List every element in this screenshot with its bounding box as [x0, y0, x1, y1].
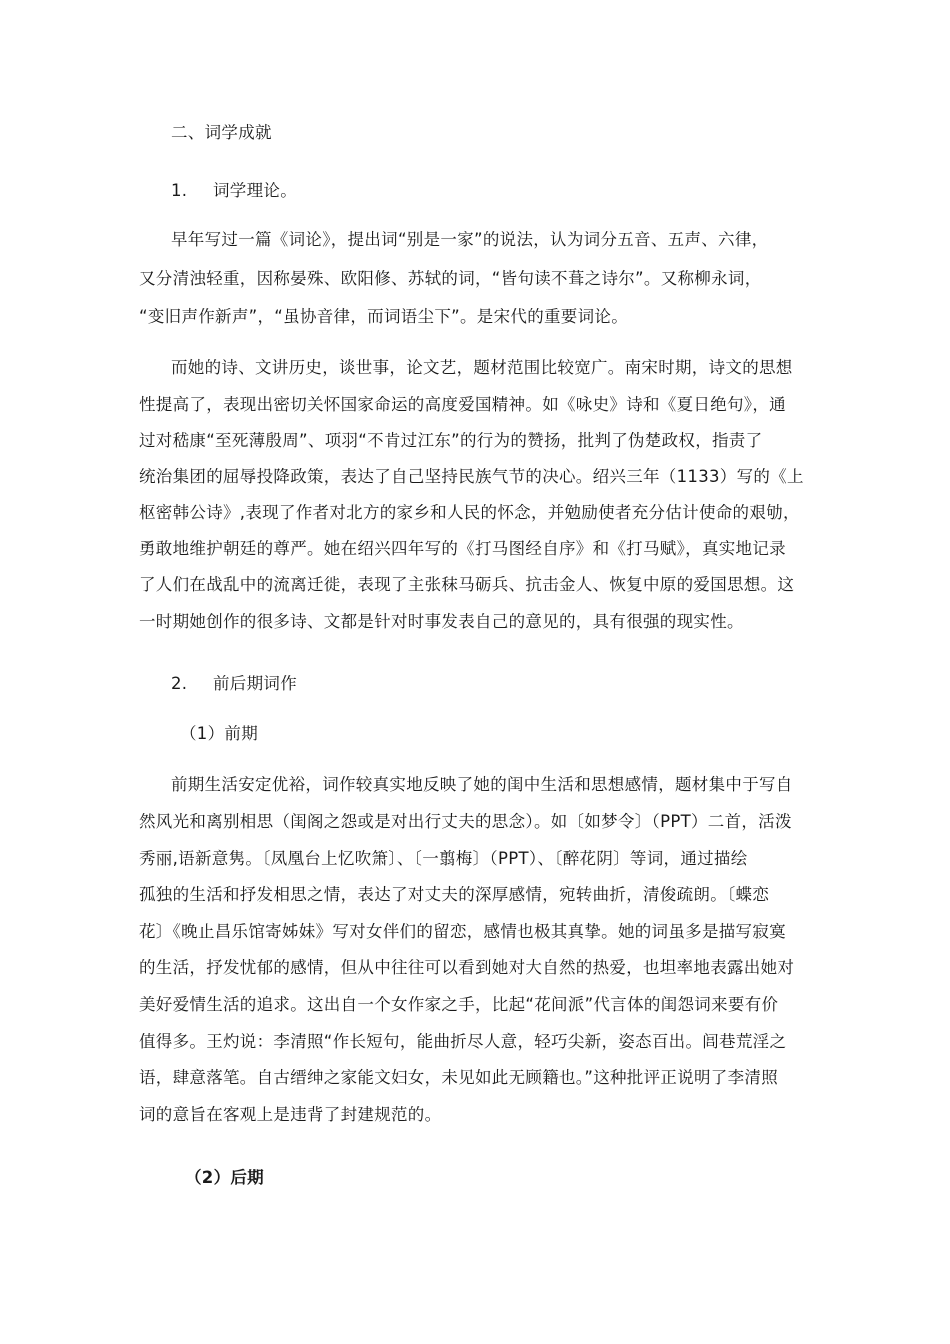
p2-line: 性提高了，表现出密切关怀国家命运的高度爱国精神。如《咏史》诗和《夏日绝句》，通: [139, 395, 786, 414]
p3-line: 秀丽,语新意隽。〔凤凰台上忆吹箫〕、〔一翦梅〕（PPT）、〔醉花阴〕等词，通过描绘: [139, 849, 748, 868]
p2-line: 一时期她创作的很多诗、文都是针对时事发表自己的意见的，具有很强的现实性。: [139, 612, 744, 631]
p1-line: 又分清浊轻重，因称晏殊、欧阳修、苏轼的词，“皆句读不葺之诗尔”。又称柳永词，: [139, 269, 762, 288]
p1-line: “变旧声作新声”，“虽协音律，而词语尘下”。是宋代的重要词论。: [139, 307, 628, 326]
p3-line: 美好爱情生活的追求。这出自一个女作家之手，比起“花间派”代言体的闺怨词来要有价: [139, 995, 779, 1014]
p3-line: 然风光和离别相思（闺阁之怨或是对出行丈夫的思念）。如〔如梦令〕（PPT）二首，活泼: [139, 812, 792, 831]
subheading-early-period: （1）前期: [180, 724, 258, 743]
heading-2-number: 2.: [171, 674, 188, 693]
heading-1: [171, 179, 297, 203]
p3-line: 孤独的生活和抒发相思之情，表达了对丈夫的深厚感情，宛转曲折，清俊疏朗。〔蝶恋: [139, 885, 770, 904]
p3-line: 语，肆意落笔。自古缙绅之家能文妇女，未见如此无顾籍也。”这种批评正说明了李清照: [139, 1068, 778, 1087]
p3-line: 前期生活安定优裕，词作较真实地反映了她的闺中生活和思想感情，题材集中于写自: [171, 775, 793, 794]
p1-line: 早年写过一篇《词论》，提出词“别是一家”的说法，认为词分五音、五声、六律，: [171, 230, 769, 249]
section-title: 二、词学成就: [171, 123, 272, 142]
heading-1-label: 词学理论。: [213, 181, 297, 200]
heading-2-label: 前后期词作: [213, 674, 297, 693]
p2-line: 统治集团的屈辱投降政策，表达了自己坚持民族气节的决心。绍兴三年（1133）写的《上: [139, 467, 804, 486]
p3-line: 词的意旨在客观上是违背了封建规范的。: [139, 1105, 442, 1124]
p2-line: 过对嵇康“至死薄殷周”、项羽“不肯过江东”的行为的赞扬，批判了伪楚政权，指责了: [139, 431, 763, 450]
p3-line: 值得多。王灼说：李清照“作长短句，能曲折尽人意，轻巧尖新，姿态百出。闾巷荒淫之: [139, 1032, 787, 1051]
p2-line: 了人们在战乱中的流离迁徙，表现了主张秣马砺兵、抗击金人、恢复中原的爱国思想。这: [139, 575, 795, 594]
subheading-late-period: （2）后期: [185, 1168, 264, 1187]
p2-line: 枢密韩公诗》,表现了作者对北方的家乡和人民的怀念，并勉励使者充分估计使命的艰劬，: [139, 503, 800, 522]
heading-1-number: 1.: [171, 181, 188, 200]
p3-line: 花〕《晚止昌乐馆寄姊妹》写对女伴们的留恋，感情也极其真挚。她的词虽多是描写寂寞: [139, 922, 786, 941]
p3-line: 的生活，抒发忧郁的感情，但从中往往可以看到她对大自然的热爱，也坦率地表露出她对: [139, 958, 795, 977]
p2-line: 勇敢地维护朝廷的尊严。她在绍兴四年写的《打马图经自序》和《打马赋》，真实地记录: [139, 539, 786, 558]
p2-line: 而她的诗、文讲历史，谈世事，论文艺，题材范围比较宽广。南宋时期，诗文的思想: [171, 358, 793, 377]
heading-2: [171, 672, 297, 696]
